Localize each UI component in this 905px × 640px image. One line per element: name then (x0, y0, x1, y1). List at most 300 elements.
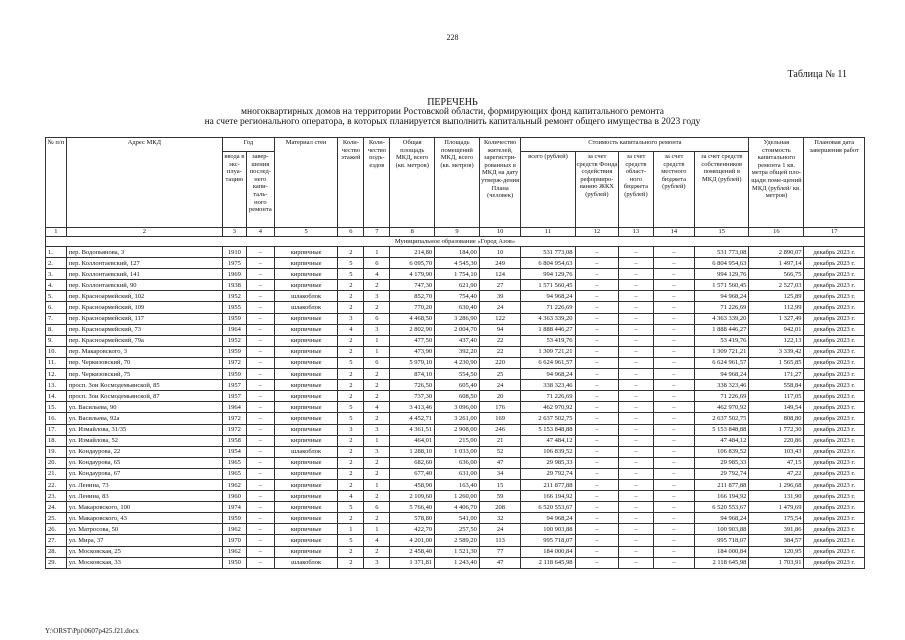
table-cell: – (619, 280, 653, 291)
table-cell: – (246, 280, 274, 291)
table-cell: – (246, 435, 274, 446)
table-cell: 27. (46, 535, 67, 546)
table-cell: 2 118 645,98 (521, 557, 575, 568)
table-cell: 852,70 (390, 291, 435, 302)
table-cell: 2 458,40 (390, 546, 435, 557)
table-cell: ул. Васильева, 90 (66, 402, 222, 413)
table-cell: просп. Зои Космодемьянской, 85 (66, 380, 222, 391)
table-cell: 25. (46, 513, 67, 524)
file-path-footer: Y:\ORST\Ppi\0607p425.f21.docx (45, 627, 139, 635)
document-subtitle-line2: на счете регионального оператора, в которых планируется выполнить капитальный ремонт общего имущества в 2023 году (204, 117, 701, 127)
table-cell: 32 (479, 513, 521, 524)
table-cell: – (246, 258, 274, 269)
table-cell: 4 363 339,20 (695, 313, 749, 324)
table-cell: 2 908,00 (435, 424, 480, 435)
table-cell: 1 (364, 479, 390, 490)
table-cell: 995 718,07 (695, 535, 749, 546)
table-cell: 47,15 (749, 457, 804, 468)
table-cell: – (653, 258, 695, 269)
table-cell: 1 309 721,21 (521, 346, 575, 357)
table-cell: пер. Черкизовский, 70 (66, 357, 222, 368)
table-cell: 2 (338, 457, 364, 468)
table-cell: – (575, 513, 619, 524)
table-cell: – (619, 546, 653, 557)
table-cell: декабрь 2023 г. (804, 369, 865, 380)
header-entrances: Коли-чество подъ-ездов (364, 138, 390, 228)
table-cell: 4 179,90 (390, 269, 435, 280)
table-cell: – (653, 380, 695, 391)
table-cell: 6 (364, 258, 390, 269)
table-cell: – (619, 435, 653, 446)
table-cell: декабрь 2023 г. (804, 258, 865, 269)
table-cell: – (653, 479, 695, 490)
table-cell: 5 (338, 535, 364, 546)
table-cell: 462 970,92 (521, 402, 575, 413)
table-cell: 2 (338, 557, 364, 568)
column-number-cell: 6 (338, 228, 364, 237)
header-num: № п/п (46, 138, 67, 228)
table-cell: ул. Кондаурова, 67 (66, 468, 222, 479)
table-cell: кирпичные (274, 502, 337, 513)
table-cell: 1 571 560,45 (695, 280, 749, 291)
table-cell: – (653, 557, 695, 568)
table-cell: 566,75 (749, 269, 804, 280)
table-cell: – (246, 557, 274, 568)
table-cell: пер. Красноармейский, 117 (66, 313, 222, 324)
table-row (46, 446, 865, 457)
header-cost-group: Стоимость капитального ремонта (521, 138, 749, 152)
table-cell: – (575, 424, 619, 435)
table-cell: декабрь 2023 г. (804, 280, 865, 291)
table-row (46, 513, 865, 524)
table-cell: 1938 (222, 280, 246, 291)
table-cell: – (653, 357, 695, 368)
table-cell: 21 (479, 435, 521, 446)
table-cell: – (575, 324, 619, 335)
table-row (46, 391, 865, 402)
table-cell: декабрь 2023 г. (804, 524, 865, 535)
table-cell: 8. (46, 324, 67, 335)
table-cell: 15. (46, 402, 67, 413)
buildings-table (45, 137, 865, 569)
table-cell: – (246, 513, 274, 524)
table-cell: – (575, 402, 619, 413)
table-cell: 175,54 (749, 513, 804, 524)
table-cell: 184 000,84 (521, 546, 575, 557)
table-cell: ул. Ленина, 83 (66, 491, 222, 502)
column-number-row (46, 228, 865, 237)
table-cell: 874,10 (390, 369, 435, 380)
table-cell: ул. Кондаурова, 22 (66, 446, 222, 457)
table-cell: – (575, 258, 619, 269)
table-cell: 24 (479, 302, 521, 313)
table-cell: – (575, 280, 619, 291)
table-cell: кирпичные (274, 357, 337, 368)
table-cell: 6 (364, 313, 390, 324)
header-cost-local: за счет средств местного бюджета (рублей) (653, 152, 695, 228)
table-cell: – (575, 391, 619, 402)
table-cell: 29 792,74 (521, 468, 575, 479)
table-cell: декабрь 2023 г. (804, 457, 865, 468)
table-cell: 1910 (222, 247, 246, 258)
table-cell: 6 804 954,63 (521, 258, 575, 269)
table-cell: 4 (338, 324, 364, 335)
table-cell: 3 (364, 291, 390, 302)
table-cell: – (246, 479, 274, 490)
table-cell: 541,00 (435, 513, 480, 524)
table-cell: 2 802,90 (390, 324, 435, 335)
table-cell: 2 (338, 435, 364, 446)
table-cell: ул. Московская, 33 (66, 557, 222, 568)
table-cell: 211 877,88 (695, 479, 749, 490)
table-cell: – (575, 557, 619, 568)
table-cell: 1950 (222, 557, 246, 568)
table-cell: 3 413,46 (390, 402, 435, 413)
table-cell: 2 637 502,75 (695, 413, 749, 424)
table-cell: – (619, 457, 653, 468)
table-cell: 1955 (222, 302, 246, 313)
table-cell: 20 (479, 391, 521, 402)
table-cell: 6 520 553,67 (521, 502, 575, 513)
table-cell: 1 (364, 335, 390, 346)
table-cell: – (575, 457, 619, 468)
table-cell: – (246, 391, 274, 402)
table-cell: – (653, 424, 695, 435)
table-cell: 1972 (222, 357, 246, 368)
table-cell: 338 323,46 (521, 380, 575, 391)
table-cell: декабрь 2023 г. (804, 391, 865, 402)
table-cell: кирпичные (274, 380, 337, 391)
column-number-cell: 14 (653, 228, 695, 237)
table-cell: – (575, 413, 619, 424)
table-cell: – (575, 346, 619, 357)
table-cell: – (246, 424, 274, 435)
table-cell: 9. (46, 335, 67, 346)
column-number-cell: 5 (274, 228, 337, 237)
table-cell: – (575, 546, 619, 557)
table-cell: 2 527,03 (749, 280, 804, 291)
table-cell: кирпичные (274, 513, 337, 524)
table-cell: – (246, 468, 274, 479)
table-cell: 4 545,30 (435, 258, 480, 269)
table-cell: 994 129,76 (695, 269, 749, 280)
table-cell: ул. Макаровского, 43 (66, 513, 222, 524)
table-cell: пер. Красноармейский, 73 (66, 324, 222, 335)
table-cell: 94 968,24 (521, 369, 575, 380)
municipality-name: Муниципальное образование «Город Азов» (46, 237, 865, 247)
table-cell: 5 979,10 (390, 357, 435, 368)
column-number-cell: 3 (222, 228, 246, 237)
table-cell: – (619, 324, 653, 335)
table-cell: 106 839,52 (695, 446, 749, 457)
table-cell: 1 (364, 346, 390, 357)
table-row (46, 457, 865, 468)
table-cell: – (653, 402, 695, 413)
table-cell: 2 109,60 (390, 491, 435, 502)
table-cell: – (653, 324, 695, 335)
table-cell: 215,00 (435, 435, 480, 446)
column-number-cell: 9 (435, 228, 480, 237)
table-cell: 338 323,46 (695, 380, 749, 391)
table-cell: 52 (479, 446, 521, 457)
table-cell: 16. (46, 413, 67, 424)
table-cell: декабрь 2023 г. (804, 302, 865, 313)
table-cell: пер. Коллонтаевский, 127 (66, 258, 222, 269)
table-cell: – (653, 302, 695, 313)
table-cell: 422,70 (390, 524, 435, 535)
table-cell: ул. Васильева, 92а (66, 413, 222, 424)
table-cell: 1962 (222, 524, 246, 535)
table-cell: пер. Коллонтаевский, 90 (66, 280, 222, 291)
table-cell: 4 452,71 (390, 413, 435, 424)
table-cell: 437,40 (435, 335, 480, 346)
table-cell: 995 718,07 (521, 535, 575, 546)
table-cell: 1952 (222, 335, 246, 346)
column-number-cell: 11 (521, 228, 575, 237)
table-cell: 1964 (222, 324, 246, 335)
table-cell: 3. (46, 269, 67, 280)
table-cell: 71 226,69 (695, 302, 749, 313)
table-cell: 1 (338, 524, 364, 535)
table-cell: 2 (338, 513, 364, 524)
table-cell: 29 985,33 (521, 457, 575, 468)
table-cell: 6 804 954,63 (695, 258, 749, 269)
table-cell: 3 286,90 (435, 313, 480, 324)
table-cell: кирпичные (274, 424, 337, 435)
table-cell: 163,40 (435, 479, 480, 490)
header-year: Год (222, 138, 274, 152)
table-cell: 13. (46, 380, 67, 391)
table-cell: просп. Зои Космодемьянской, 87 (66, 391, 222, 402)
table-cell: – (653, 457, 695, 468)
table-cell: 1 (364, 435, 390, 446)
table-cell: – (246, 402, 274, 413)
table-cell: 464,01 (390, 435, 435, 446)
table-cell: ул. Измайлова, 52 (66, 435, 222, 446)
table-cell: 1 521,30 (435, 546, 480, 557)
table-cell: – (619, 313, 653, 324)
table-cell: 6 624 961,57 (521, 357, 575, 368)
table-cell: декабрь 2023 г. (804, 424, 865, 435)
table-cell: – (246, 524, 274, 535)
table-cell: кирпичные (274, 479, 337, 490)
table-cell: кирпичные (274, 457, 337, 468)
table-cell: 122,13 (749, 335, 804, 346)
table-cell: 1 (364, 524, 390, 535)
table-cell: декабрь 2023 г. (804, 269, 865, 280)
table-row (46, 247, 865, 258)
table-cell: – (619, 424, 653, 435)
table-cell: – (246, 291, 274, 302)
table-cell: 2 (364, 369, 390, 380)
table-cell: 2 (338, 335, 364, 346)
table-cell: кирпичные (274, 258, 337, 269)
table-cell: декабрь 2023 г. (804, 380, 865, 391)
header-cost-fund: за счет средств Фонда содействия реформиро-ванию ЖКХ (рублей) (575, 152, 619, 228)
table-cell: 103,43 (749, 446, 804, 457)
table-cell: 477,50 (390, 335, 435, 346)
table-cell: 18. (46, 435, 67, 446)
table-cell: 28. (46, 546, 67, 557)
table-cell: 1962 (222, 546, 246, 557)
column-number-cell: 16 (749, 228, 804, 237)
table-cell: декабрь 2023 г. (804, 247, 865, 258)
table-cell: 59 (479, 491, 521, 502)
table-cell: 5 (338, 402, 364, 413)
table-cell: 10 (479, 247, 521, 258)
header-floors: Коли-чество этажей (338, 138, 364, 228)
table-cell: 1959 (222, 346, 246, 357)
table-cell: – (619, 535, 653, 546)
table-cell: 1952 (222, 291, 246, 302)
table-cell: ул. Матросова, 50 (66, 524, 222, 535)
table-cell: – (246, 380, 274, 391)
table-cell: – (246, 546, 274, 557)
table-row (46, 357, 865, 368)
table-cell: 462 970,92 (695, 402, 749, 413)
table-cell: кирпичные (274, 435, 337, 446)
table-cell: 1 243,40 (435, 557, 480, 568)
table-cell: 1 309 721,21 (695, 346, 749, 357)
table-cell: 17. (46, 424, 67, 435)
table-row (46, 491, 865, 502)
table-cell: 10. (46, 346, 67, 357)
table-cell: – (653, 535, 695, 546)
table-cell: кирпичные (274, 369, 337, 380)
table-cell: 630,40 (435, 302, 480, 313)
table-cell: 94 (479, 324, 521, 335)
table-cell: 2 (364, 380, 390, 391)
table-cell: 22 (479, 346, 521, 357)
table-cell: 26. (46, 524, 67, 535)
column-number-cell: 7 (364, 228, 390, 237)
table-cell: 22 (479, 335, 521, 346)
table-row (46, 502, 865, 513)
table-row (46, 557, 865, 568)
table-cell: 1969 (222, 269, 246, 280)
table-cell: 531 773,08 (521, 247, 575, 258)
header-cost-region: за счет средств област-ного бюджета (рублей) (619, 152, 653, 228)
table-cell: ул. Кондаурова, 65 (66, 457, 222, 468)
table-cell: декабрь 2023 г. (804, 357, 865, 368)
table-cell: – (619, 446, 653, 457)
table-cell: 1957 (222, 391, 246, 402)
table-cell: – (246, 247, 274, 258)
table-cell: 5 153 848,88 (521, 424, 575, 435)
table-cell: декабрь 2023 г. (804, 468, 865, 479)
table-cell: 112,99 (749, 302, 804, 313)
table-cell: 1 703,91 (749, 557, 804, 568)
column-number-cell: 12 (575, 228, 619, 237)
table-cell: декабрь 2023 г. (804, 491, 865, 502)
table-cell: 682,60 (390, 457, 435, 468)
table-cell: – (246, 369, 274, 380)
table-cell: 71 226,69 (695, 391, 749, 402)
table-cell: – (575, 535, 619, 546)
table-cell: 4 468,50 (390, 313, 435, 324)
table-cell: 220 (479, 357, 521, 368)
table-cell: 6 (364, 502, 390, 513)
table-cell: – (575, 524, 619, 535)
table-cell: – (246, 357, 274, 368)
table-cell: кирпичные (274, 391, 337, 402)
table-cell: 122 (479, 313, 521, 324)
table-cell: 737,30 (390, 391, 435, 402)
table-cell: – (246, 413, 274, 424)
table-cell: 2 (338, 302, 364, 313)
table-cell: 29 792,74 (695, 468, 749, 479)
table-cell: – (575, 491, 619, 502)
table-cell: 7. (46, 313, 67, 324)
table-cell: – (619, 524, 653, 535)
table-cell: – (575, 435, 619, 446)
table-cell: – (653, 435, 695, 446)
table-cell: 176 (479, 402, 521, 413)
document-title: ПЕРЕЧЕНЬ (427, 97, 478, 108)
table-cell: 4 (364, 402, 390, 413)
table-cell: 994 129,76 (521, 269, 575, 280)
table-cell: 2 (364, 413, 390, 424)
table-cell: – (575, 502, 619, 513)
header-wall-material: Материал стен (274, 138, 337, 228)
table-cell: 25 (479, 369, 521, 380)
table-cell: 125,89 (749, 291, 804, 302)
table-cell: – (653, 502, 695, 513)
table-cell: 1 288,10 (390, 446, 435, 457)
table-cell: 1 888 446,27 (521, 324, 575, 335)
table-cell: 2 (364, 468, 390, 479)
table-cell: 120,95 (749, 546, 804, 557)
table-cell: – (653, 291, 695, 302)
table-cell: 131,90 (749, 491, 804, 502)
table-cell: – (246, 335, 274, 346)
table-cell: 2 (338, 247, 364, 258)
document-subtitle-line1: многоквартирных домов на территории Ростовской области, формирующих фонд капитального ремонта (241, 107, 664, 117)
table-cell: шлакоблок (274, 557, 337, 568)
table-row (46, 468, 865, 479)
table-cell: 1 (364, 247, 390, 258)
table-cell: 1 888 446,27 (695, 324, 749, 335)
table-cell: 608,50 (435, 391, 480, 402)
table-cell: – (619, 479, 653, 490)
table-cell: – (653, 269, 695, 280)
table-cell: кирпичные (274, 491, 337, 502)
table-cell: – (575, 247, 619, 258)
table-cell: – (619, 391, 653, 402)
table-cell: – (619, 468, 653, 479)
table-cell: 1965 (222, 468, 246, 479)
table-cell: – (619, 346, 653, 357)
table-cell: – (653, 369, 695, 380)
table-cell: 5 (338, 357, 364, 368)
table-cell: 94 968,24 (521, 513, 575, 524)
table-cell: 1960 (222, 491, 246, 502)
table-cell: 220,86 (749, 435, 804, 446)
table-cell: 5 (338, 269, 364, 280)
table-cell: – (575, 335, 619, 346)
table-cell: кирпичные (274, 468, 337, 479)
table-cell: 12. (46, 369, 67, 380)
table-cell: 257,50 (435, 524, 480, 535)
table-cell: 1962 (222, 479, 246, 490)
table-cell: 392,20 (435, 346, 480, 357)
table-cell: 1. (46, 247, 67, 258)
table-cell: 1 754,10 (435, 269, 480, 280)
table-cell: 5 766,40 (390, 502, 435, 513)
table-cell: 1 371,81 (390, 557, 435, 568)
table-cell: 1 296,68 (749, 479, 804, 490)
table-cell: декабрь 2023 г. (804, 479, 865, 490)
